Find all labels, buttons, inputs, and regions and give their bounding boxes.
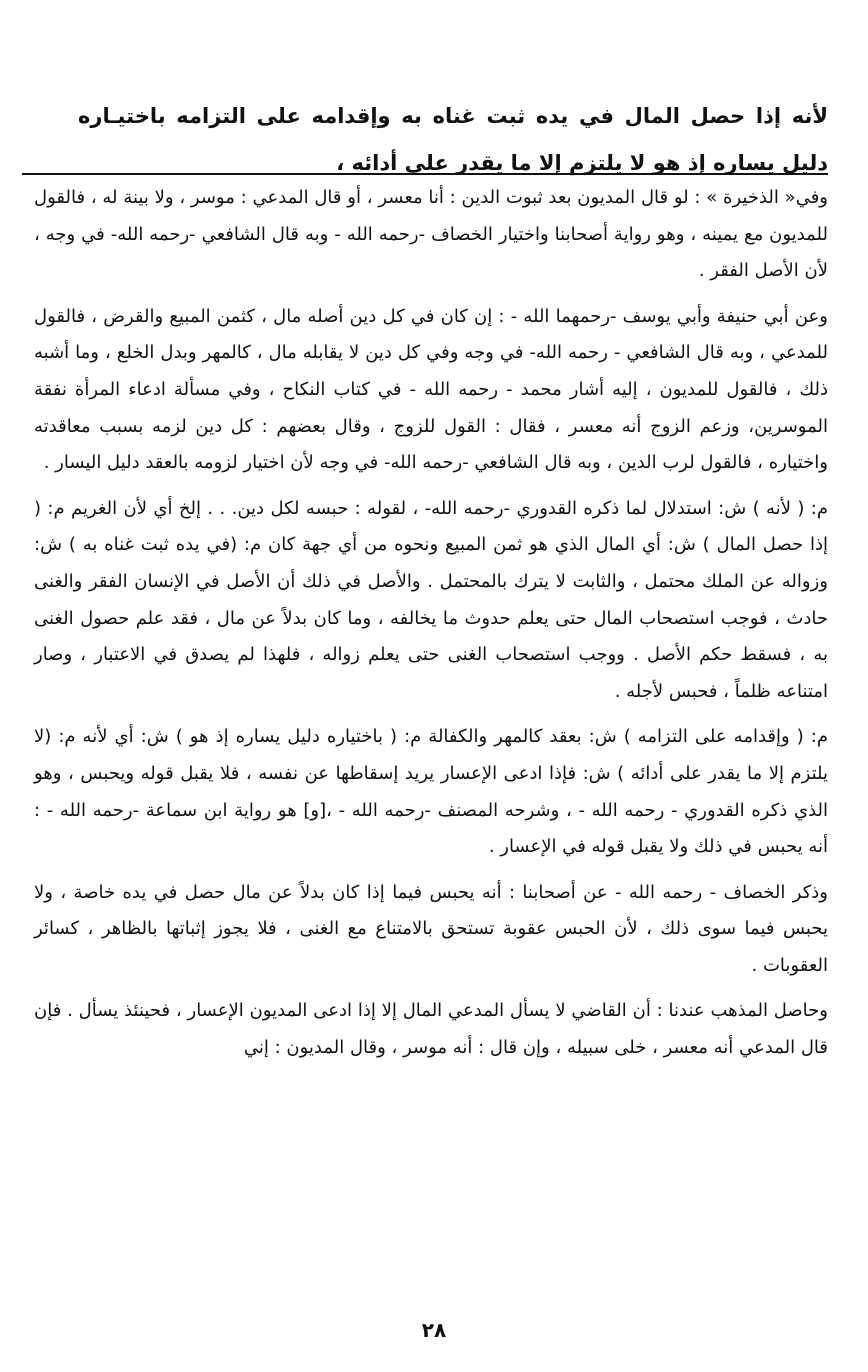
paragraph	[34, 993, 828, 1066]
commentary-body	[34, 180, 828, 1067]
separator-rule	[22, 173, 828, 175]
paragraph	[34, 719, 828, 865]
paragraph-text: وفي« الذخيرة » : لو قال المديون بعد ثبوت الدين : أنا معسر ، أو قال المدعي : موسر ، ولا بينة له ، فالقول للمديون مع يمينه ، وهو رواية أصحابنا واختيار الخصاف -رحمه الله - وبه قال الشافعي -رحمه الله- في وجه ، لأن الأصل الفقر .	[34, 187, 828, 282]
paragraph	[34, 491, 828, 711]
paragraph	[34, 875, 828, 985]
paragraph	[34, 180, 828, 290]
paragraph-text: وذكر الخصاف - رحمه الله - عن أصحابنا : أنه يحبس فيما إذا كان بدلاً عن مال حصل في يده خاصة ، ولا يحبس فيما سوى ذلك ، لأن الحبس عقوبة تستحق بالامتناع مع الغنى ، فلا يجوز إثباتها بالظاهر ، كسائر العقوبات .	[34, 881, 828, 976]
paragraph-text: م: ( وإقدامه على التزامه ) ش: بعقد كالمهر والكفالة م: ( باختياره دليل يساره إذ هو ) ش: أي لأنه م: (لا يلتزم إلا ما يقدر على أدائه ) ش: فإذا ادعى الإعسار يريد إسقاطها عن نفسه ، فلا يقبل قوله ويحبس ، وهو الذي ذكره القدوري - رحمه الله - ، وشرحه المصنف -رحمه الله - ،[و] هو رواية ابن سماعة -رحمه الله - : أنه يحبس في ذلك ولا يقبل قوله في الإعسار .	[34, 726, 828, 858]
paragraph-text: م: ( لأنه ) ش: استدلال لما ذكره القدوري -رحمه الله- ، لقوله : حبسه لكل دين. . . إلخ أي لأن الغريم م: ( إذا حصل المال ) ش: أي المال الذي هو ثمن المبيع ونحوه من أي جهة كان م: (في يده ثبت غناه به ) ش: وزواله عن الملك محتمل ، والثابت لا يترك بالمحتمل . والأصل في ذلك أن الأصل في الإنسان الفقر والغنى حادث ، فوجب استصحاب المال حتى يعلم حدوث ما يخالفه ، وما كان بدلاً عن مال ، فقد علم حصول الغنى به ، فسقط حكم الأصل . ووجب استصحاب الغنى حتى يعلم زواله ، فلهذا لم يصدق في الاعتبار ، وصار امتناعه ظلماً ، فحبس لأجله .	[34, 497, 828, 702]
matn-text: لأنه إذا حصل المال في يده ثبت غناه به وإقدامه على التزامه باختيـاره دليل يساره إذ هو لا يلتزم إلا ما يقدر على أدائه ،	[78, 104, 828, 175]
paragraph-text: وحاصل المذهب عندنا : أن القاضي لا يسأل المدعي المال إلا إذا ادعى المديون الإعسار ، فحينئذ يسأل . فإن قال المدعي أنه معسر ، خلى سبيله ، وإن قال : أنه موسر ، وقال المديون : إني	[34, 1000, 828, 1059]
paragraph	[34, 299, 828, 482]
page-number: ٢٨	[421, 1318, 447, 1342]
paragraph-text: وعن أبي حنيفة وأبي يوسف -رحمهما الله - : إن كان في كل دين أصله مال ، كثمن المبيع والقرض ، فالقول للمدعي ، وبه قال الشافعي - رحمه الله- في وجه وفي كل دين لا يقابله مال ، كالمهر وبدل الخلع ، وما أشبه ذلك ، فالقول للمديون ، إليه أشار محمد - رحمه الله - في كتاب النكاح ، وفي مسألة ادعاء المرأة نفقة الموسرين، وزعم الزوج أنه معسر ، فقال : القول للزوج ، وقال بعضهم : كل دين لزمه بسبب معاقدته واختياره ، فالقول لرب الدين ، وبه قال الشافعي -رحمه الله- في وجه لأن اختيار لزومه بالعقد دليل اليسار .	[34, 305, 828, 474]
